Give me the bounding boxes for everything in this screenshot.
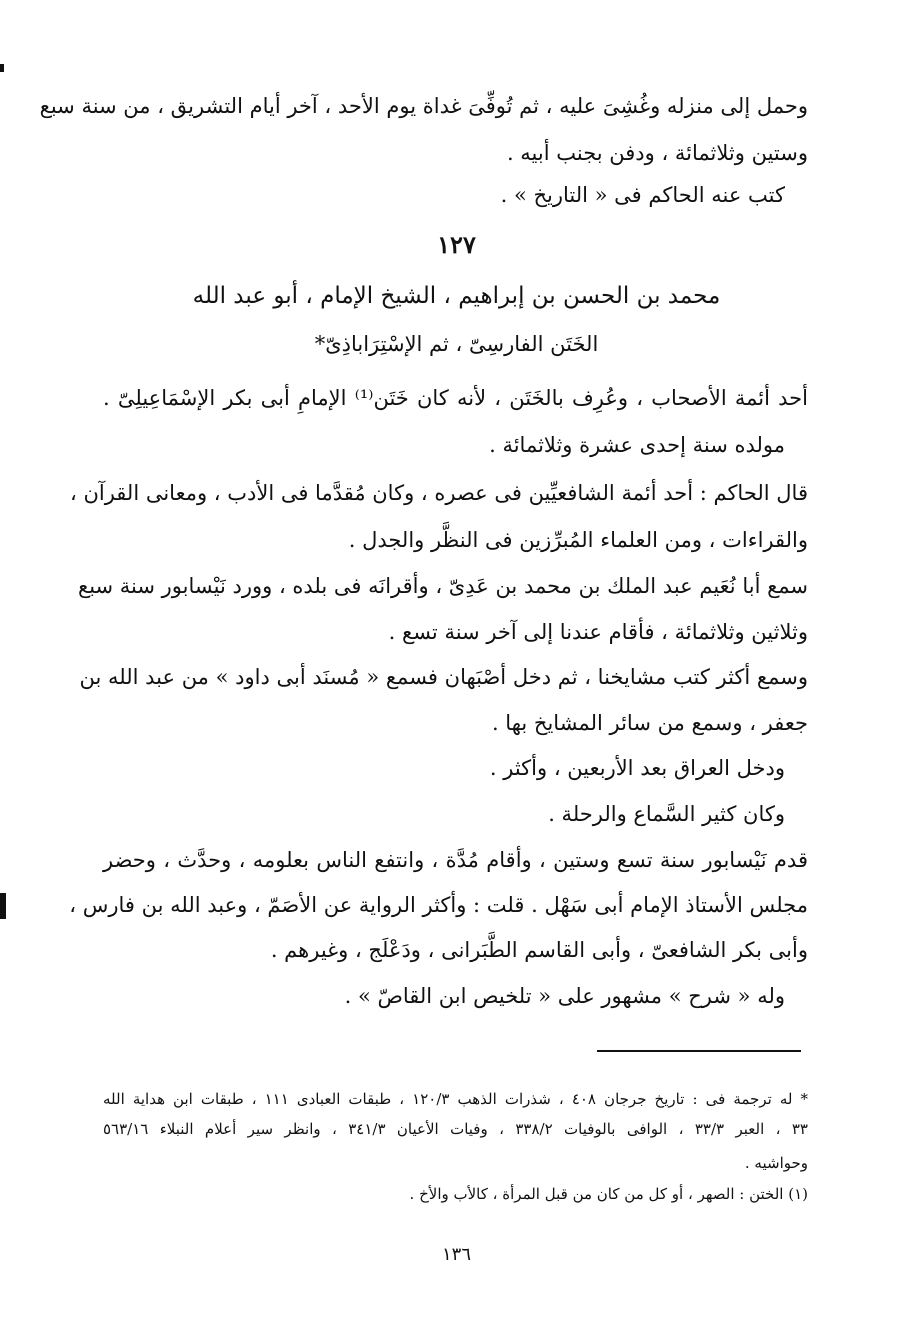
body-line-10: وكان كثير السَّماع والرحلة . — [548, 802, 785, 826]
body-line-2: مولده سنة إحدى عشرة وثلاثمائة . — [489, 433, 785, 457]
entry-name-line-2: الخَتَن الفارسِىّ ، ثم الإسْتِرَاباذِىّ* — [314, 332, 599, 356]
page-number: ١٣٦ — [441, 1244, 471, 1265]
body-line-3: قال الحاكم : أحد أئمة الشافعيِّين فى عصره ، وكان مُقدَّما فى الأدب ، ومعانى القرآن ، — [70, 481, 808, 505]
body-line-5: سمع أبا نُعَيم عبد الملك بن محمد بن عَدِىّ ، وأقرانَه فى بلده ، وورد نَيْسابور سنة سبع — [78, 574, 808, 598]
body-line-14: وله « شرح » مشهور على « تلخيص ابن القاصّ » . — [344, 984, 785, 1008]
footnote-star-line-1: * له ترجمة فى : تاريخ جرجان ٤٠٨ ، شذرات الذهب ١٢٠/٣ ، طبقات العبادى ١١١ ، طبقات ابن هداية الله — [103, 1090, 809, 1108]
body-line-8: جعفر ، وسمع من سائر المشايخ بها . — [491, 711, 808, 735]
footnote-1: (١) الختن : الصهر ، أو كل من كان من قبل المرأة ، كالأب والأخ . — [409, 1185, 808, 1203]
body-line-11: قدم نَيْسابور سنة تسع وستين ، وأقام مُدَّة ، وانتفع الناس بعلومه ، وحدَّث ، وحضر — [103, 848, 808, 872]
footnote-star-line-3: وحواشيه . — [744, 1154, 808, 1172]
body-line-7: وسمع أكثر كتب مشايخنا ، ثم دخل أصْبَهان فسمع « مُسنَد أبى داود » من عبد الله بن — [79, 665, 808, 689]
previous-entry-line-2: وستين وثلاثمائة ، ودفن بجنب أبيه . — [506, 141, 808, 165]
footnote-star-line-2: ٣٣ ، العبر ٣٣/٣ ، الوافى بالوفيات ٣٣٨/٢ ، وفيات الأعيان ٣٤١/٣ ، وانظر سير أعلام النبلاء ٥٦٣/١٦ — [103, 1120, 808, 1138]
previous-entry-line-1: وحمل إلى منزله وغُشِىَ عليه ، ثم تُوفِّىَ غداة يوم الأحد ، آخر أيام التشريق ، من سنة سبع — [39, 94, 808, 118]
entry-number: ١٢٧ — [437, 230, 476, 259]
scan-artifact-middle — [0, 893, 6, 919]
body-line-12: مجلس الأستاذ الإمام أبى سَهْل . قلت : وأكثر الرواية عن الأصَمّ ، وعبد الله بن فارس ، — [69, 893, 808, 917]
body-line-4: والقراءات ، ومن العلماء المُبرِّزين فى النظَّر والجدل . — [348, 528, 808, 552]
body-line-6: وثلاثين وثلاثمائة ، فأقام عندنا إلى آخر سنة تسع . — [388, 620, 808, 644]
body-line-9: ودخل العراق بعد الأربعين ، وأكثر . — [489, 756, 785, 780]
previous-entry-line-3: كتب عنه الحاكم فى « التاريخ » . — [500, 183, 785, 207]
entry-name-line-1: محمد بن الحسن بن إبراهيم ، الشيخ الإمام ، أبو عبد الله — [192, 283, 721, 309]
scan-artifact-top — [0, 64, 4, 72]
footnote-separator — [597, 1050, 801, 1052]
body-line-13: وأبى بكر الشافعىّ ، وأبى القاسم الطَّبَرانى ، ودَعْلَج ، وغيرهم . — [270, 938, 808, 962]
body-line-1: أحد أئمة الأصحاب ، وعُرِف بالخَتَن ، لأنه كان خَتَن⁽¹⁾ الإمامِ أبى بكر الإسْمَاعِيلِىّ . — [103, 386, 809, 410]
